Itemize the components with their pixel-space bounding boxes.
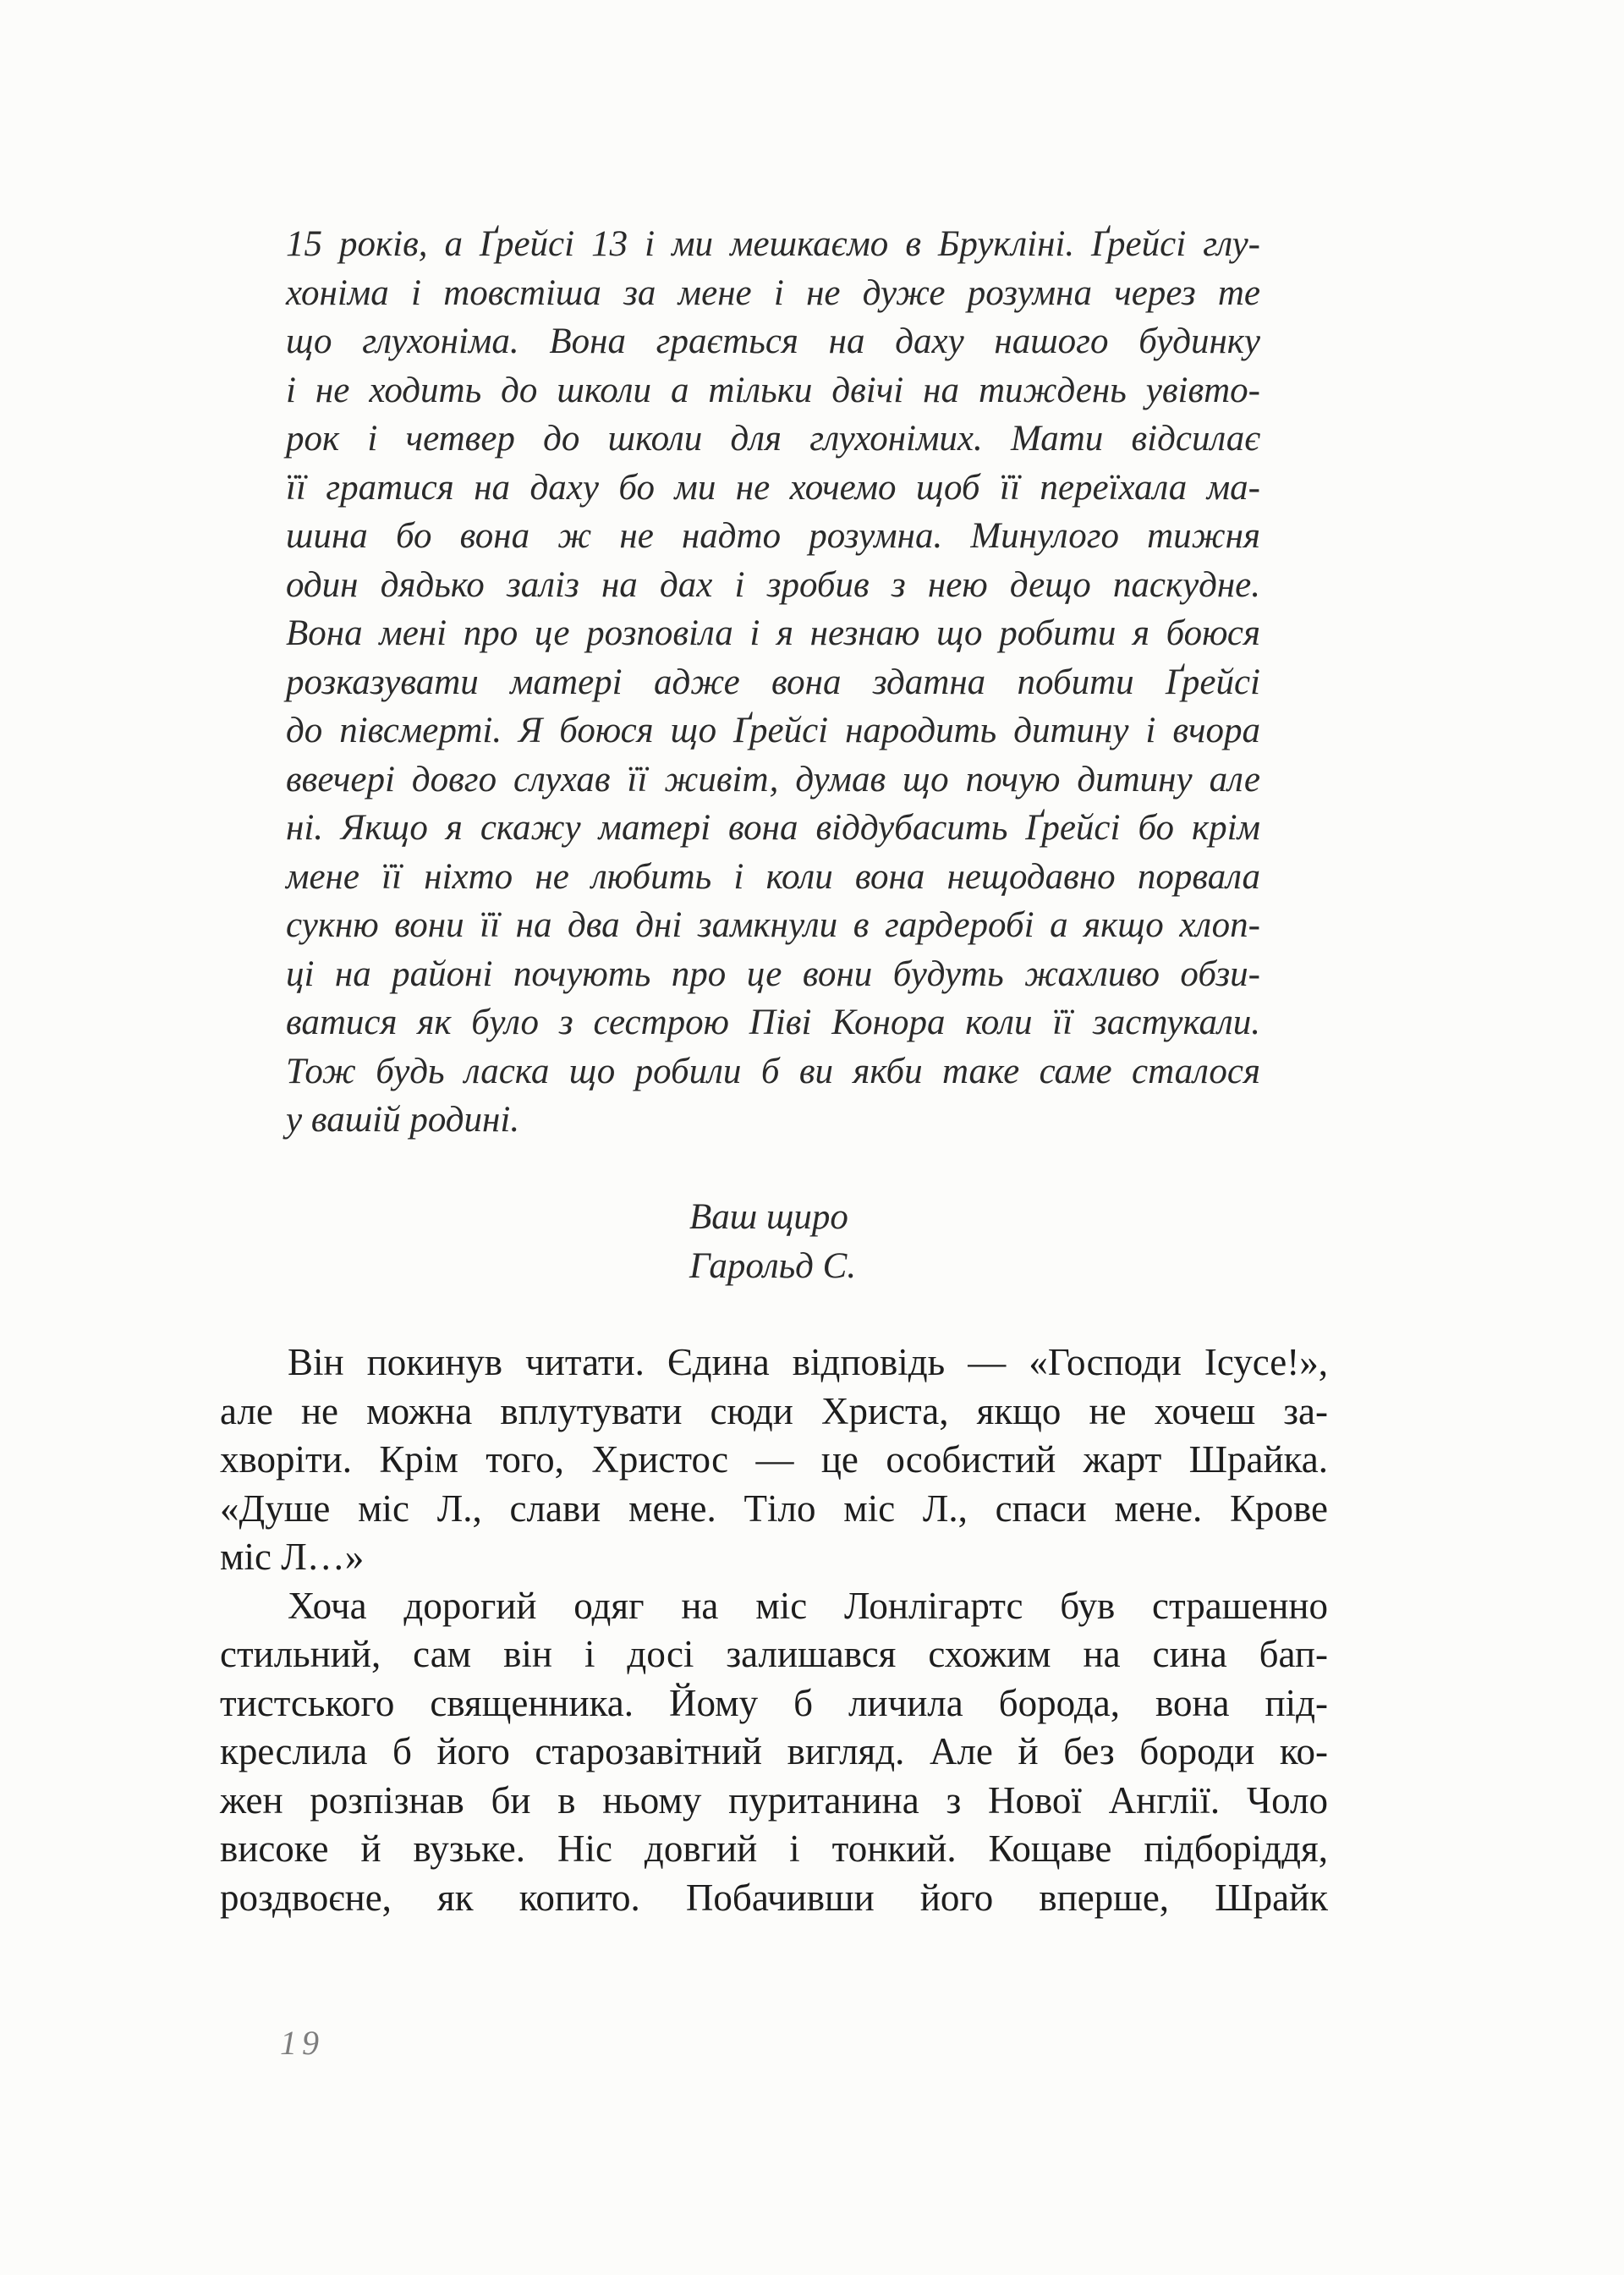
letter-text [286, 220, 1260, 1145]
text-line: Він покинув читати. Єдина відповідь — «Господи Ісусе!», [288, 1341, 1328, 1383]
text-line: рок і четвер до школи для глухонімих. Мати відсилає [286, 419, 1260, 459]
text-line: хоніма і товстіша за мене і не дуже розумна через те [286, 272, 1260, 313]
text-line: але не можна вплутувати сюди Христа, якщо не хочеш за- [220, 1389, 1328, 1432]
text-line: 15 років, а Ґрейсі 13 і ми мешкаємо в Брукліні. Ґрейсі глу- [286, 224, 1260, 264]
text-line: ввечері довго слухав її живіт, думав що почую дитину але [286, 759, 1260, 800]
signature-closing: Ваш щиро [689, 1197, 848, 1237]
text-line: тистського священника. Йому б личила борода, вона під- [220, 1681, 1328, 1724]
page-number: 19 [280, 2024, 324, 2062]
text-line: сукню вони її на два дні замкнули в гардеробі а якщо хлоп- [286, 905, 1260, 945]
paragraph-2 [220, 1582, 1328, 1923]
signature-name: Гарольд С. [689, 1245, 857, 1286]
text-line: що глухоніма. Вона грається на даху нашого будинку [286, 321, 1260, 361]
text-line: роздвоєне, як копито. Побачивши його вперше, Шрайк [220, 1876, 1328, 1919]
text-line: Тож будь ласка що робили б ви якби таке саме сталося [286, 1051, 1260, 1091]
text-line: стильний, сам він і досі залишався схожим на сина бап- [220, 1633, 1328, 1675]
text-line: жен розпізнав би в ньому пуританина з Нової Англії. Чоло [220, 1778, 1328, 1822]
body-text [220, 1338, 1328, 1922]
text-line: хворіти. Крім того, Христос — це особистий жарт Шрайка. [220, 1438, 1328, 1481]
text-line: і не ходить до школи а тільки двічі на тиждень увівто- [286, 370, 1260, 410]
text-line: її гратися на даху бо ми не хочемо щоб її переїхала ма- [286, 467, 1260, 508]
letter-signature [689, 1193, 1260, 1290]
text-line: до півсмерті. Я боюся що Ґрейсі народить дитину і вчора [286, 711, 1260, 750]
text-line: високе й вузьке. Ніс довгий і тонкий. Кощаве підборіддя, [220, 1827, 1328, 1870]
text-line: Вона мені про це розповіла і я незнаю що робити я боюся [286, 613, 1260, 653]
text-line: мене її ніхто не любить і коли вона нещодавно порвала [286, 856, 1260, 897]
text-line: міс Л…» [220, 1536, 365, 1578]
text-line: ватися як було з сестрою Піві Конора коли її застукали. [286, 1003, 1260, 1042]
text-line: шина бо вона ж не надто розумна. Минулого тижня [286, 516, 1260, 556]
text-line: розказувати матері адже вона здатна побити Ґрейсі [286, 662, 1260, 702]
text-line: креслила б його старозавітний вигляд. Але й без бороди ко- [220, 1730, 1328, 1772]
paragraph-1 [220, 1338, 1328, 1582]
text-line: ні. Якщо я скажу матері вона віддубасить Ґрейсі бо крім [286, 808, 1260, 848]
text-line: у вашій родині. [286, 1100, 520, 1140]
text-line: один дядько заліз на дах і зробив з нею дещо паскудне. [286, 564, 1260, 605]
text-line: «Душе міс Л., слави мене. Тіло міс Л., спаси мене. Крове [220, 1486, 1328, 1530]
text-line: ці на районі почують про це вони будуть жахливо обзи- [286, 953, 1260, 994]
letter-excerpt [286, 220, 1260, 1290]
text-line: Хоча дорогий одяг на міс Лонлігартс був страшенно [288, 1584, 1328, 1627]
